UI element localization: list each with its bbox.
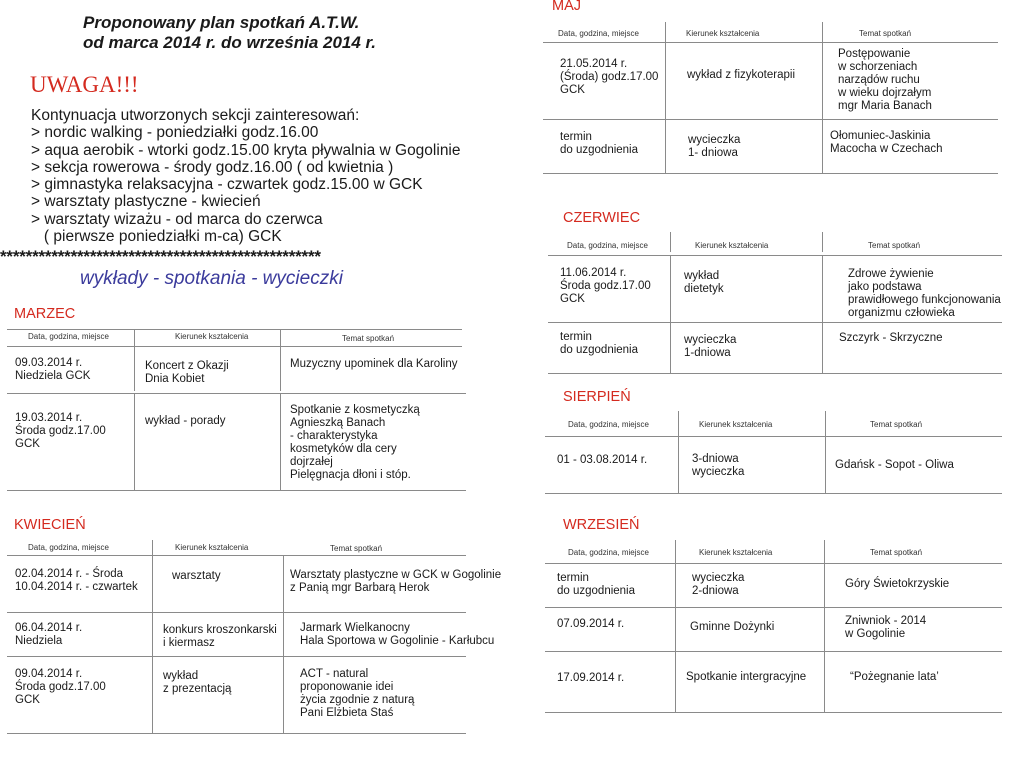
table-cell-date: 11.06.2014 r. Środa godz.17.00 GCK [560,267,651,305]
column-header-topic: Temat spotkań [870,420,923,429]
intro-line: > sekcja rowerowa - środy godz.16.00 ( od kwietnia ) [31,158,394,176]
table-rule [7,656,466,657]
table-cell-direction: wycieczka 1-dniowa [684,334,737,359]
table-rule [134,329,135,391]
table-cell-date: 17.09.2014 r. [557,672,625,684]
month-title: WRZESIEŃ [563,517,640,533]
table-cell-date: 09.03.2014 r. Niedziela GCK [15,357,91,382]
table-rule [7,490,466,491]
table-cell-topic: Gdańsk - Sopot - Oliwa [835,459,954,471]
table-rule [678,411,679,436]
table-cell-topic: ACT - natural proponowanie idei życia zgodnie z naturą Pani Elżbieta Staś [300,668,415,719]
asterisk-divider: ************************************************** [0,247,321,266]
intro-line: > gimnastyka relaksacyjna - czwartek godz.15.00 w GCK [31,176,423,194]
table-rule [7,346,462,347]
column-header-direction: Kierunek kształcenia [699,420,773,429]
table-rule [7,555,466,556]
column-header-date: Data, godzina, miejsce [567,241,648,250]
table-rule [548,322,1002,323]
table-rule [280,329,281,391]
table-rule [822,42,823,173]
table-rule [822,22,823,42]
table-cell-topic: Ołomuniec-Jaskinia Macocha w Czechach [830,130,943,155]
table-cell-direction: wykład z prezentacją [163,670,232,695]
column-header-direction: Kierunek kształcenia [686,29,760,38]
table-rule [280,393,281,490]
column-header-direction: Kierunek kształcenia [175,543,249,552]
table-cell-topic: Muzyczny upominek dla Karoliny [290,358,458,370]
table-rule [545,563,1002,564]
table-cell-date: 06.04.2014 r. Niedziela [15,622,83,647]
table-rule [665,22,666,42]
month-title: SIERPIEŃ [563,389,631,405]
table-cell-direction: wykład dietetyk [684,270,724,295]
column-header-direction: Kierunek kształcenia [695,241,769,250]
table-cell-date: termin do uzgodnienia [557,572,636,597]
column-header-date: Data, godzina, miejsce [558,29,639,38]
column-header-topic: Temat spotkań [330,544,383,553]
table-rule [152,556,153,733]
table-cell-date: 01 - 03.08.2014 r. [557,454,648,466]
table-rule [545,712,1002,713]
table-cell-direction: Koncert z Okazji Dnia Kobiet [145,360,229,385]
table-rule [822,232,823,252]
table-rule [678,436,679,493]
table-cell-date: 19.03.2014 r. Środa godz.17.00 GCK [15,412,106,450]
table-rule [548,255,1002,256]
table-rule [548,373,1002,374]
table-cell-topic: Postępowanie w schorzeniach narządów ruchu w wieku dojrzałym mgr Maria Banach [838,48,932,112]
section-subtitle: wykłady - spotkania - wycieczki [80,268,343,289]
column-header-date: Data, godzina, miejsce [28,332,109,341]
table-rule [670,232,671,252]
document-title-line1: Proponowany plan spotkań A.T.W. [83,13,360,32]
table-rule [543,42,998,43]
table-cell-direction: Spotkanie intergracyjne [686,671,807,683]
table-rule [152,540,153,555]
table-rule [824,540,825,563]
table-cell-direction: warsztaty [172,570,221,582]
table-cell-date: 02.04.2014 r. - Środa 10.04.2014 r. - czwartek [15,568,138,593]
table-cell-direction: Gminne Dożynki [690,621,775,633]
month-title: CZERWIEC [563,210,641,226]
document-title-line2: od marca 2014 r. do września 2014 r. [83,33,376,52]
month-title: MARZEC [14,306,76,322]
intro-line: Kontynuacja utworzonych sekcji zainteresowań: [31,107,360,124]
table-cell-direction: 3-dniowa wycieczka [692,453,745,478]
table-rule [670,255,671,373]
table-rule [7,329,462,330]
table-cell-topic: Zdrowe żywienie jako podstawa prawidłowego funkcjonowania organizmu człowieka [848,268,1001,319]
table-cell-direction: konkurs kroszonkarski i kiermasz [163,624,277,649]
intro-list [31,107,461,245]
column-header-topic: Temat spotkań [859,29,912,38]
intro-line: ( pierwsze poniedziałki m-ca) GCK [31,228,282,246]
table-rule [545,436,1002,437]
month-title: KWIECIEŃ [14,517,86,533]
table-rule [675,540,676,563]
table-rule [7,612,466,613]
table-cell-date: 09.04.2014 r. Środa godz.17.00 GCK [15,668,106,706]
column-header-topic: Temat spotkań [342,334,395,343]
table-cell-direction: wykład z fizykoterapii [687,69,796,81]
column-header-direction: Kierunek kształcenia [699,548,773,557]
column-header-topic: Temat spotkań [868,241,921,250]
table-cell-date: 07.09.2014 r. [557,618,625,630]
column-header-topic: Temat spotkań [870,548,923,557]
table-rule [545,607,1002,608]
table-rule [7,733,466,734]
table-cell-date: termin do uzgodnienia [560,131,639,156]
table-cell-topic: Zniwniok - 2014 w Gogolinie [845,615,927,640]
table-cell-date: 21.05.2014 r. (Środa) godz.17.00 GCK [560,58,659,96]
intro-line: > nordic walking - poniedziałki godz.16.00 [31,124,319,142]
table-rule [825,411,826,436]
table-cell-date: termin do uzgodnienia [560,331,639,356]
table-cell-direction: wycieczka 1- dniowa [688,134,741,159]
intro-line: > warsztaty wizażu - od marca do czerwca [31,210,323,228]
table-rule [134,393,135,490]
table-cell-topic: Jarmark Wielkanocny Hala Sportowa w Gogolinie - Karłubcu [300,622,495,647]
table-rule [822,255,823,373]
table-cell-topic: Góry Świetokrzyskie [845,578,950,590]
column-header-direction: Kierunek kształcenia [175,332,249,341]
table-rule [824,563,825,712]
column-header-date: Data, godzina, miejsce [568,548,649,557]
intro-line: > warsztaty plastyczne - kwiecień [31,193,261,211]
intro-line: > aqua aerobik - wtorki godz.15.00 kryta pływalnia w Gogolinie [31,141,461,159]
table-rule [543,119,998,120]
table-rule [543,173,998,174]
table-rule [825,436,826,493]
table-cell-topic: Spotkanie z kosmetyczką Agnieszką Banach - charakterystyka kosmetyków dla cery dojrzałej Pielęgnacja dłoni i stóp. [290,404,420,481]
month-title: MAJ [552,0,581,14]
table-cell-topic: Szczyrk - Skrzyczne [839,332,943,344]
column-header-date: Data, godzina, miejsce [568,420,649,429]
table-rule [545,493,1002,494]
table-rule [283,556,284,733]
warning-heading: UWAGA!!! [30,72,139,97]
table-rule [675,563,676,712]
column-header-date: Data, godzina, miejsce [28,543,109,552]
table-cell-topic: “Pożegnanie lata’ [850,671,939,683]
table-cell-direction: wycieczka 2-dniowa [692,572,745,597]
table-rule [545,651,1002,652]
table-cell-topic: Warsztaty plastyczne w GCK w Gogolinie z Panią mgr Barbarą Herok [290,569,502,594]
table-rule [665,42,666,173]
table-cell-direction: wykład - porady [145,415,226,427]
table-rule [7,393,466,394]
